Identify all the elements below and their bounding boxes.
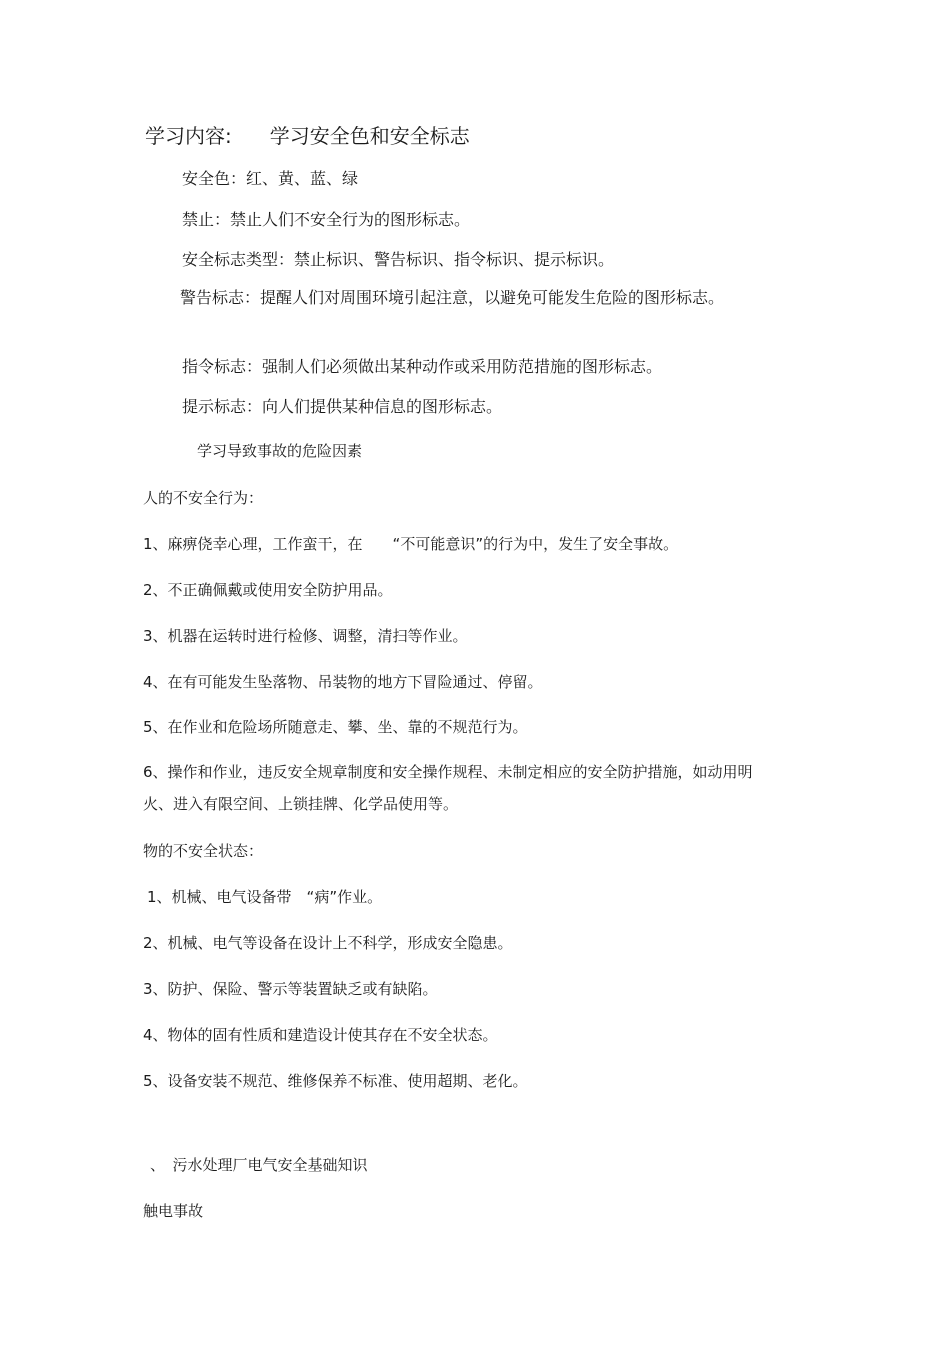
intro-mandatory: 指令标志：强制人们必须做出某种动作或采用防范措施的图形标志。 <box>182 357 663 376</box>
human-item-3: 3、机器在运转时进行检修、调整，清扫等作业。 <box>143 627 468 645</box>
human-item-5: 5、在作业和危险场所随意走、攀、坐、靠的不规范行为。 <box>143 718 528 736</box>
object-item-1: 1、机械、电气设备带 “病”作业。 <box>147 888 383 906</box>
object-heading: 物的不安全状态： <box>143 842 264 860</box>
object-item-5: 5、设备安装不规范、维修保养不标准、使用超期、老化。 <box>143 1072 528 1090</box>
object-item-3: 3、防护、保险、警示等装置缺乏或有缺陷。 <box>143 980 438 998</box>
human-heading: 人的不安全行为： <box>143 489 264 507</box>
human-item-2: 2、不正确佩戴或使用安全防护用品。 <box>143 581 393 599</box>
object-item-4: 4、物体的固有性质和建造设计使其存在不安全状态。 <box>143 1026 498 1044</box>
intro-prohibition: 禁止：禁止人们不安全行为的图形标志。 <box>182 210 471 229</box>
title-text: 学习安全色和安全标志 <box>269 124 470 148</box>
subsection-heading: 触电事故 <box>143 1202 204 1220</box>
intro-sign-types: 安全标志类型：禁止标识、警告标识、指令标识、提示标识。 <box>182 250 615 269</box>
section-hazard-heading: 学习导致事故的危险因素 <box>197 442 363 460</box>
human-item-1: 1、麻痹侥幸心理，工作蛮干，在 “不可能意识”的行为中，发生了安全事故。 <box>143 535 679 553</box>
intro-information: 提示标志：向人们提供某种信息的图形标志。 <box>182 397 503 416</box>
title-label: 学习内容: <box>145 124 232 148</box>
object-item-2: 2、机械、电气等设备在设计上不科学，形成安全隐患。 <box>143 934 513 952</box>
page-title <box>145 120 470 149</box>
human-item-4: 4、在有可能发生坠落物、吊装物的地方下冒险通过、停留。 <box>143 673 543 691</box>
section-electric-heading: 、 污水处理厂电气安全基础知识 <box>150 1156 368 1174</box>
intro-safety-colors: 安全色：红、黄、蓝、绿 <box>182 169 359 188</box>
human-item-6: 6、操作和作业，违反安全规章制度和安全操作规程、未制定相应的安全防护措施，如动用明火、进入有限空间、上锁挂牌、化学品使用等。 <box>143 763 753 813</box>
intro-warning: 警告标志：提醒人们对周围环境引起注意，以避免可能发生危险的图形标志。 <box>180 288 725 307</box>
